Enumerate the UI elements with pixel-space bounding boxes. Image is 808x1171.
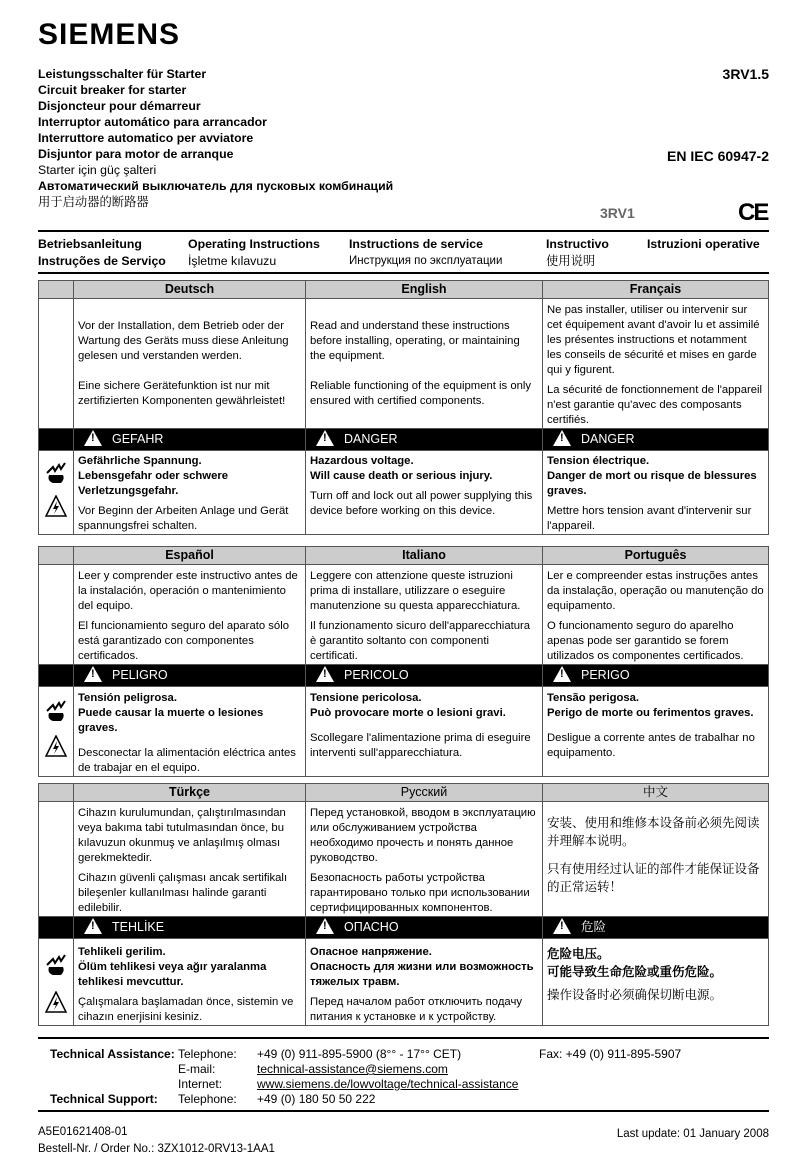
hazard-consequence: Danger de mort ou risque de blessures graves.	[547, 470, 757, 497]
title-tr: Starter için güç şalteri	[38, 163, 157, 177]
warning-triangle-icon	[84, 666, 102, 682]
intro-text: Il funzionamento sicuro dell'apparecchiatura è garantito soltanto con componenti certificati.	[310, 620, 531, 662]
internet-link[interactable]: www.siemens.de/lowvoltage/technical-assistance	[257, 1077, 519, 1091]
hazard-cell	[543, 687, 769, 777]
hazard-cell	[306, 687, 543, 777]
intro-cell	[543, 802, 769, 917]
warning-label: PERIGO	[581, 668, 630, 682]
title-ru: Автоматический выключатель для пусковых комбинаций	[38, 179, 394, 193]
hazard-icons	[39, 451, 74, 535]
warning-header	[74, 665, 306, 687]
section-de-en-fr	[38, 280, 769, 535]
title-fr: Disjoncteur pour démarreur	[38, 99, 201, 113]
section-es-it-pt	[38, 546, 769, 777]
intro-text: Read and understand these instructions before installing, operating, or maintaining the equipment.	[310, 320, 520, 362]
top-divider	[38, 230, 769, 232]
hazard-cell	[543, 939, 769, 1026]
section-tr-ru-zh	[38, 783, 769, 1026]
header-blank	[39, 281, 74, 299]
intro-text: El funcionamiento seguro del aparato sólo está garantizado con componentes certificados.	[78, 620, 290, 662]
manual-it: Istruzioni operative	[647, 237, 760, 251]
manual-ru: Инструкция по эксплуатации	[349, 255, 503, 267]
support-label: Technical Support:	[50, 1092, 158, 1106]
hazard-consequence: Può provocare morte o lesioni gravi.	[310, 707, 506, 719]
hazard-action: 操作设备时必须确保切断电源。	[547, 988, 723, 1002]
intro-text: Ler e compreender estas instruções antes da instalação, operação ou manutenção do equipamento.	[547, 570, 764, 612]
warning-label: PERICOLO	[344, 668, 409, 682]
header-blank	[39, 547, 74, 565]
warning-triangle-icon	[316, 666, 334, 682]
hazard-action: Mettre hors tension avant d'intervenir sur l'appareil.	[547, 505, 752, 532]
hazard-cell	[306, 939, 543, 1026]
warning-triangle-icon	[553, 430, 571, 446]
warning-header	[543, 917, 769, 939]
support-telephone-value: +49 (0) 180 50 50 222	[257, 1092, 376, 1106]
warning-header	[543, 665, 769, 687]
hazard-action: Desligue a corrente antes de trabalhar no equipamento.	[547, 732, 755, 759]
warning-header	[74, 429, 306, 451]
intro-cell	[543, 565, 769, 665]
warning-triangle-icon	[316, 430, 334, 446]
manuals-divider	[38, 272, 769, 274]
footer-divider-bottom	[38, 1110, 769, 1112]
lang-header: English	[306, 281, 543, 299]
hazard-title: Hazardous voltage.	[310, 455, 414, 467]
warning-triangle-icon	[553, 666, 571, 682]
warning-header	[306, 917, 543, 939]
intro-text: La sécurité de fonctionnement de l'appareil n'est garantie qu'avec des composants certifiés.	[547, 384, 763, 426]
manual-zh: 使用说明	[546, 254, 596, 268]
hazard-consequence: Опасность для жизни или возможность тяжелых травм.	[310, 961, 534, 988]
hazard-title: Gefährliche Spannung.	[78, 455, 202, 467]
lang-header: Deutsch	[74, 281, 306, 299]
warning-triangle-icon	[84, 430, 102, 446]
hazard-title: Tensione pericolosa.	[310, 692, 422, 704]
hazard-title: Tehlikeli gerilim.	[78, 946, 166, 958]
icon-cell	[39, 299, 74, 429]
lang-header: Português	[543, 547, 769, 565]
product-mark: 3RV1	[600, 205, 635, 221]
email-link[interactable]: technical-assistance@siemens.com	[257, 1062, 448, 1076]
intro-cell	[74, 565, 306, 665]
warning-label: ОПАСНО	[344, 920, 399, 934]
warning-triangle-icon	[553, 918, 571, 934]
hazard-cell	[543, 451, 769, 535]
title-de: Leistungsschalter für Starter	[38, 67, 207, 81]
manual-pt: Instruções de Serviço	[38, 254, 166, 268]
intro-cell	[74, 299, 306, 429]
warning-header	[306, 665, 543, 687]
warning-triangle-icon	[84, 918, 102, 934]
hazard-action: Перед началом работ отключить подачу питания к установке и к устройству.	[310, 996, 522, 1023]
high-voltage-warning-icon	[45, 735, 67, 757]
intro-text: Vor der Installation, dem Betrieb oder der Wartung des Geräts muss diese Anleitung gelesen und verstanden werden.	[78, 320, 289, 362]
warn-blank	[39, 665, 74, 687]
manual-fr: Instructions de service	[349, 237, 483, 251]
footer-divider-top	[38, 1037, 769, 1039]
ce-mark-icon: CE	[738, 199, 768, 226]
internet-label: Internet:	[178, 1077, 223, 1091]
manual-es: Instructivo	[546, 237, 609, 251]
warning-label: DANGER	[344, 432, 398, 446]
high-voltage-warning-icon	[45, 495, 67, 517]
intro-text: Перед установкой, вводом в эксплуатацию или обслуживанием устройства необходимо прочесть и понять данное руководство.	[310, 807, 536, 864]
warning-header	[74, 917, 306, 939]
standard-label: EN IEC 60947-2	[667, 148, 769, 164]
warn-blank	[39, 917, 74, 939]
icon-cell	[39, 802, 74, 917]
warning-label: PELIGRO	[112, 668, 168, 682]
intro-text: Cihazın güvenli çalışması ancak sertifikalı bileşenler kullanılması halinde garanti edilebilir.	[78, 872, 288, 914]
hazard-consequence: Ölüm tehlikesi veya ağır yaralanma tehlikesi mevcuttur.	[78, 961, 267, 988]
order-number: Bestell-Nr. / Order No.: 3ZX1012-0RV13-1AA1	[38, 1143, 275, 1155]
hazard-title: Опасное напряжение.	[310, 946, 432, 958]
lang-header: Русский	[306, 784, 543, 802]
siemens-logo: SIEMENS	[38, 18, 181, 51]
warn-blank	[39, 429, 74, 451]
product-titles	[38, 66, 393, 210]
intro-text: Reliable functioning of the equipment is only ensured with certified components.	[310, 380, 532, 407]
lang-header: Italiano	[306, 547, 543, 565]
hazard-icons	[39, 939, 74, 1026]
intro-cell	[306, 802, 543, 917]
hazard-action: Scollegare l'alimentazione prima di eseguire interventi sull'apparecchiatura.	[310, 732, 531, 759]
email-label: E-mail:	[178, 1062, 216, 1076]
fax-value: Fax: +49 (0) 911-895-5907	[539, 1047, 682, 1061]
lang-header: Türkçe	[74, 784, 306, 802]
hazard-consequence: Puede causar la muerte o lesiones graves.	[78, 707, 264, 734]
warning-label: 危险	[581, 920, 607, 934]
telephone-value: +49 (0) 911-895-5900 (8°° - 17°° CET)	[257, 1047, 462, 1061]
warning-label: TEHLİKE	[112, 920, 165, 934]
hazard-action: Vor Beginn der Arbeiten Anlage und Gerät spannungsfrei schalten.	[78, 505, 289, 532]
hazard-action: Turn off and lock out all power supplying this device before working on this device.	[310, 490, 533, 517]
hazard-icons	[39, 687, 74, 777]
title-zh: 用于启动器的断路器	[38, 195, 149, 209]
title-it: Interruttore automatico per avviatore	[38, 131, 254, 145]
last-update: Last update: 01 January 2008	[616, 1128, 769, 1140]
title-pt: Disjuntor para motor de arranque	[38, 147, 234, 161]
product-code: 3RV1.5	[722, 66, 769, 82]
warning-label: DANGER	[581, 432, 635, 446]
hazard-cell	[74, 687, 306, 777]
title-en: Circuit breaker for starter	[38, 83, 187, 97]
telephone-label: Telephone:	[178, 1047, 237, 1061]
electric-shock-hand-icon	[43, 697, 69, 723]
intro-text: Cihazın kurulumundan, çalıştırılmasından veya bakıma tabi tutulmasından önce, bu kılavuzun okunmuş ve anlaşılmış olması gerekmektedir.	[78, 807, 286, 864]
intro-text: 只有使用经过认证的部件才能保证设备的正常运转！	[547, 862, 760, 894]
support-telephone-label: Telephone:	[178, 1092, 237, 1106]
intro-cell	[306, 299, 543, 429]
intro-cell	[306, 565, 543, 665]
intro-text: O funcionamento seguro do aparelho apenas pode ser garantido se forem utilizados os componentes certificados.	[547, 620, 744, 662]
hazard-action: Çalışmalara başlamadan önce, sistemin ve cihazın enerjisini kesiniz.	[78, 996, 294, 1023]
hazard-title: 危险电压。	[547, 947, 610, 961]
title-es: Interruptor automático para arrancador	[38, 115, 267, 129]
warning-header	[306, 429, 543, 451]
intro-cell	[543, 299, 769, 429]
header-blank	[39, 784, 74, 802]
manual-en: Operating Instructions	[188, 237, 320, 251]
intro-text: Eine sichere Gerätefunktion ist nur mit zertifizierten Komponenten gewährleistet!	[78, 380, 286, 407]
assistance-label: Technical Assistance:	[50, 1047, 175, 1061]
intro-text: Ne pas installer, utiliser ou intervenir sur cet équipement avant d'avoir lu et assimilé les présentes instructions et notamment les conseils de sécurité et mises en garde qui y figurent.	[547, 304, 760, 376]
intro-text: Безопасность работы устройства гарантировано только при использовании сертифицированных компонентов.	[310, 872, 530, 914]
warning-label: GEFAHR	[112, 432, 164, 446]
hazard-title: Tensão perigosa.	[547, 692, 640, 704]
lang-header: Español	[74, 547, 306, 565]
electric-shock-hand-icon	[43, 459, 69, 485]
icon-cell	[39, 565, 74, 665]
hazard-cell	[74, 451, 306, 535]
manual-tr: İşletme kılavuzu	[188, 254, 277, 268]
hazard-consequence: Will cause death or serious injury.	[310, 470, 493, 482]
intro-cell	[74, 802, 306, 917]
intro-text: 安装、使用和维修本设备前必须先阅读并理解本说明。	[547, 816, 760, 848]
hazard-consequence: Lebensgefahr oder schwere Verletzungsgefahr.	[78, 470, 229, 497]
intro-text: Leer y comprender este instructivo antes de la instalación, operación o mantenimiento del equipo.	[78, 570, 298, 612]
intro-text: Leggere con attenzione queste istruzioni prima di installare, utilizzare o eseguire manutenzione su questa apparecchiatura.	[310, 570, 521, 612]
hazard-consequence: Perigo de morte ou ferimentos graves.	[547, 707, 754, 719]
hazard-consequence: 可能导致生命危险或重伤危险。	[547, 965, 723, 979]
doc-number: A5E01621408-01	[38, 1126, 128, 1138]
lang-header: 中文	[543, 784, 769, 802]
hazard-title: Tensión peligrosa.	[78, 692, 177, 704]
hazard-cell	[306, 451, 543, 535]
hazard-cell	[74, 939, 306, 1026]
lang-header: Français	[543, 281, 769, 299]
hazard-action: Desconectar la alimentación eléctrica antes de trabajar en el equipo.	[78, 747, 296, 774]
warning-triangle-icon	[316, 918, 334, 934]
warning-header	[543, 429, 769, 451]
high-voltage-warning-icon	[45, 991, 67, 1013]
manual-de: Betriebsanleitung	[38, 237, 142, 251]
electric-shock-hand-icon	[43, 951, 69, 977]
hazard-title: Tension électrique.	[547, 455, 650, 467]
